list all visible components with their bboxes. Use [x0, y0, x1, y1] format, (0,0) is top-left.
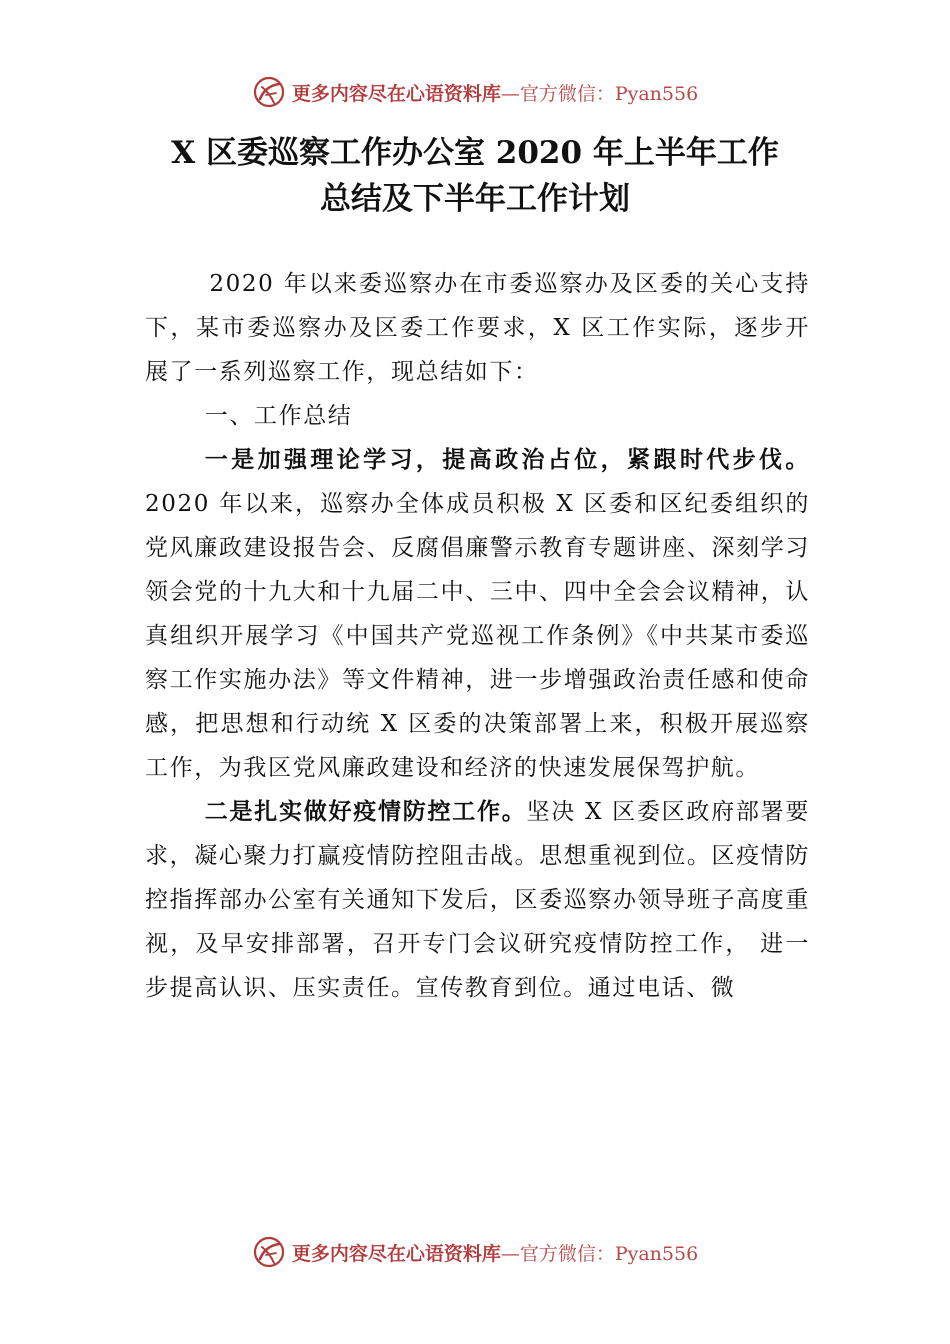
footer-watermark — [0, 1232, 950, 1272]
title-line-1: X 区委巡察工作办公室 2020 年上半年工作 — [171, 135, 779, 171]
paragraph-2-text: 坚决 X 区委区政府部署要求，凝心聚力打赢疫情防控阻击战。思想重视到位。区疫情防控指挥部办公室有关通知下发后，区委巡察办领导班子高度重视，及早安排部署，召开专门会议研究疫情防控工作， 进一步提高认识、压实责任。宣传教育到位。通过电话、微 — [145, 799, 810, 1001]
watermark-text — [292, 79, 698, 106]
document-title — [60, 130, 890, 222]
title-line-2: 总结及下半年工作计划 — [320, 181, 630, 217]
paragraph-1 — [145, 438, 810, 790]
watermark-text-rest: —官方微信：Pyan556 — [500, 1242, 699, 1265]
ribbon-logo-icon — [252, 1235, 286, 1269]
paragraph-1-lead: 一是加强理论学习，提高政治占位，紧跟时代步伐。 — [204, 446, 810, 473]
section-heading: 一、工作总结 — [204, 403, 353, 429]
header-watermark — [0, 72, 950, 112]
ribbon-logo-icon — [252, 75, 286, 109]
watermark-text — [292, 1239, 698, 1266]
paragraph-1-text: 2020 年以来，巡察办全体成员积极 X 区委和区纪委组织的党风廉政建设报告会、反腐倡廉警示教育专题讲座、深刻学习领会党的十九大和十九届二中、三中、四中全会会议精神，认真组织开展学习《中国共产党巡视工作条例》《中共某市委巡察工作实施办法》等文件精神，进一步增强政治责任感和使命感，把思想和行动统 X 区委的决策部署上来，积极开展巡察工作，为我区党风廉政建设和经济的快速发展保驾护航。 — [145, 491, 810, 781]
document-body — [145, 262, 810, 1010]
watermark-text-rest: —官方微信：Pyan556 — [500, 82, 699, 105]
watermark-text-bold: 更多内容尽在心语资料库 — [291, 1242, 501, 1265]
paragraph-2 — [145, 790, 810, 1010]
intro-paragraph: 2020 年以来委巡察办在市委巡察办及区委的关心支持下，某市委巡察办及区委工作要求，X 区工作实际，逐步开展了一系列巡察工作，现总结如下： — [145, 271, 810, 385]
watermark-text-bold: 更多内容尽在心语资料库 — [291, 82, 501, 105]
paragraph-2-lead: 二是扎实做好疫情防控工作。 — [204, 798, 527, 825]
